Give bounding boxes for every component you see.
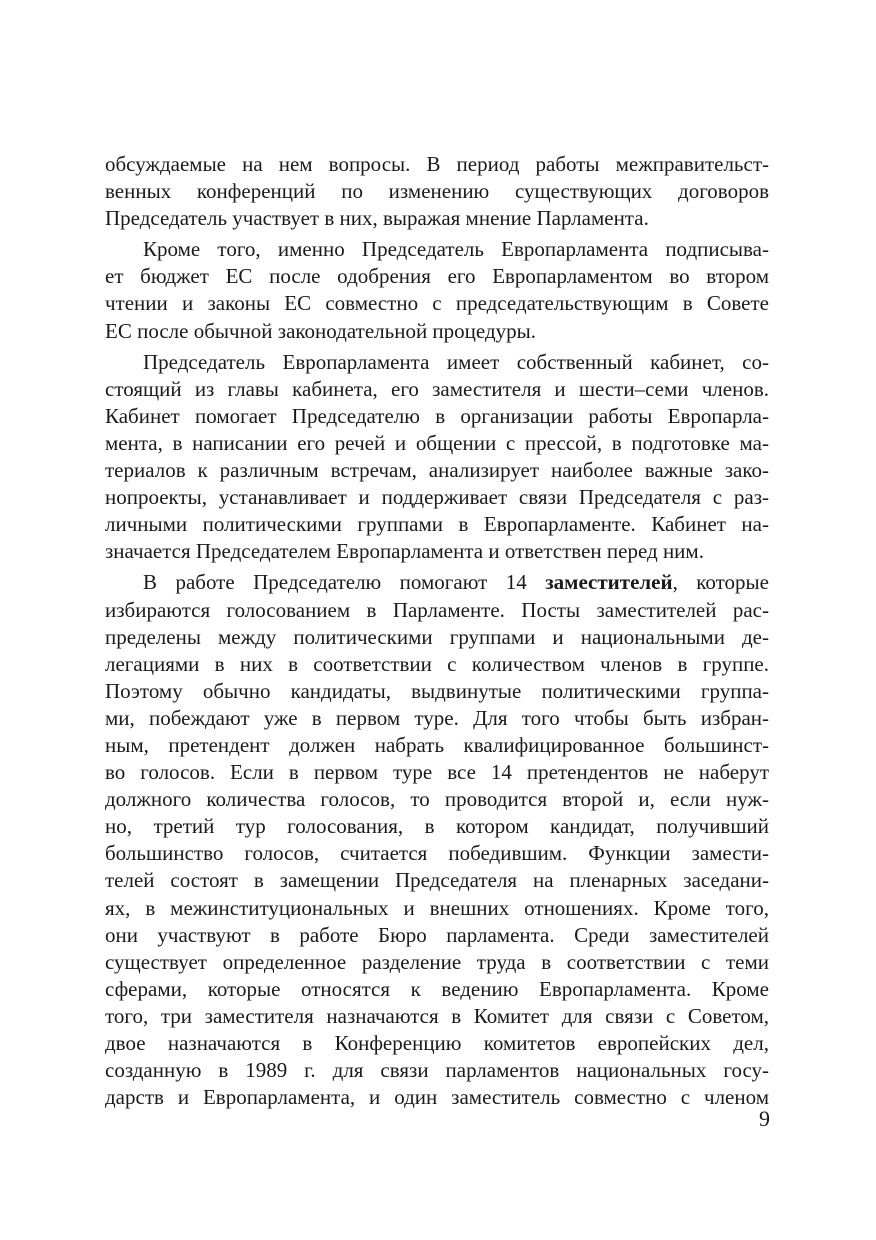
text-line: мента, в написании его речей и общении с прессой, в подготовке ма- [105,430,769,455]
text-line: Председатель Европарламента имеет собственный кабинет, со- [143,349,769,374]
text-line: дарств и Европарламента, и один заместитель совместно с членом [105,1085,769,1110]
text-line: чтении и законы ЕС совместно с председательствующим в Совете [105,291,769,316]
paragraph [105,349,769,566]
text-line: созданную в 1989 г. для связи парламентов национальных госу- [105,1058,769,1083]
bold-term: заместителей [545,570,673,595]
text-line-with-bold-term [105,569,769,596]
text-line: ным, претендент должен набрать квалифицированное большинст- [105,732,769,757]
text-line: пределены между политическими группами и национальными де- [105,624,769,649]
paragraph [105,236,769,344]
text-line: двое назначаются в Конференцию комитетов европейских дел, [105,1031,769,1055]
text-line: значается Председателем Европарламента и ответствен перед ним. [105,539,704,564]
text-line: ях, в межинституциональных и внешних отношениях. Кроме того, [105,895,769,920]
text-run: , которые [672,570,769,595]
text-line: венных конференций по изменению существующих договоров [105,179,769,204]
text-line: стоящий из главы кабинета, его заместителя и шести–семи членов. [105,376,769,401]
text-line: телей состоят в замещении Председателя на пленарных заседани- [105,868,769,893]
text-line: личными политическими группами в Европарламенте. Кабинет на- [105,512,769,537]
text-line: существует определенное разделение труда в соответствии с теми [105,949,769,974]
text-line: ми, побеждают уже в первом туре. Для того чтобы быть избран- [105,705,769,730]
text-line: Председатель участвует в них, выражая мнение Парламента. [105,206,649,231]
text-line: легациями в них в соответствии с количеством членов в группе. [105,651,769,676]
text-line: ЕС после обычной законодательной процедуры. [105,318,536,343]
body-text [105,151,769,1111]
text-line: сферами, которые относятся к ведению Европарламента. Кроме [105,976,769,1001]
paragraph [105,151,769,232]
text-line: большинство голосов, считается победившим. Функции замести- [105,841,769,866]
text-line: териалов к различным встречам, анализирует наиболее важные зако- [105,458,769,483]
page-number: 9 [759,1106,770,1131]
text-line: Кроме того, именно Председатель Европарламента подписыва- [143,237,769,262]
text-line: ет бюджет ЕС после одобрения его Европарламентом во втором [105,264,769,289]
paragraph [105,569,769,1111]
text-line: того, три заместителя назначаются в Комитет для связи с Советом, [105,1003,769,1028]
text-line: во голосов. Если в первом туре все 14 претендентов не наберут [105,760,769,785]
text-line: но, третий тур голосования, в котором кандидат, получивший [105,814,769,839]
text-line: они участвуют в работе Бюро парламента. Среди заместителей [105,922,769,947]
text-run: В работе Председателю помогают 14 [143,570,546,595]
text-line: Кабинет помогает Председателю в организации работы Европарла- [105,403,769,428]
text-line: нопроекты, устанавливает и поддерживает связи Председателя с раз- [105,485,769,510]
text-line: Поэтому обычно кандидаты, выдвинутые политическими группа- [105,678,769,703]
text-line: должного количества голосов, то проводится второй и, если нуж- [105,787,769,812]
text-line: обсуждаемые на нем вопросы. В период работы межправительст- [105,152,769,176]
text-line: избираются голосованием в Парламенте. Посты заместителей рас- [105,597,769,622]
